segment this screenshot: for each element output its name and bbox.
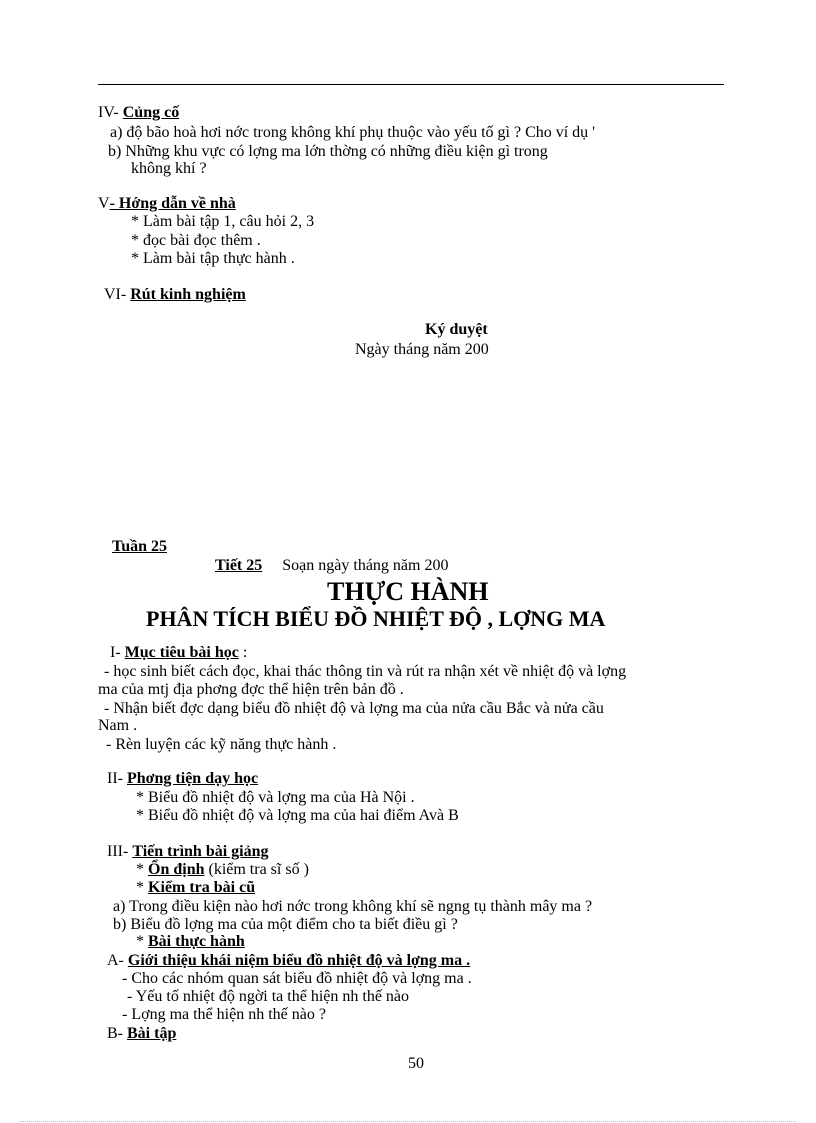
week-label: Tuần 25 xyxy=(112,538,167,555)
s3-title: Tiến trình bài giảng xyxy=(132,843,269,860)
lesson-label: Tiết 25 xyxy=(215,557,263,574)
s3-a-line-1: - Cho các nhóm quan sát biểu đồ nhiệt độ và lợng ma . xyxy=(122,970,472,987)
s1-line-1: - học sinh biết cách đọc, khai thác thông tin và rút ra nhận xét về nhiệt độ và lợng xyxy=(104,663,627,680)
s3-kiemtra-star: * xyxy=(136,879,148,896)
s3-ondinh-title: Ổn định xyxy=(148,861,205,878)
s1-title: Mục tiêu bài học xyxy=(124,644,239,661)
s1-colon: : xyxy=(238,644,248,661)
s3-question-b: b) Biểu đồ lợng ma của một điểm cho ta biết điều gì ? xyxy=(113,916,458,933)
sec5-item-3: * Làm bài tập thực hành . xyxy=(131,250,295,267)
main-heading: THỰC HÀNH xyxy=(327,577,489,606)
s3-prefix: III- xyxy=(107,843,133,860)
s3-heading xyxy=(107,843,269,861)
lesson-line xyxy=(215,557,448,575)
s2-prefix: II- xyxy=(107,770,127,787)
s3-a-line-3: - Lợng ma thể hiện nh thế nào ? xyxy=(122,1006,326,1023)
s3-ondinh-star: * xyxy=(136,861,148,878)
s3-kiemtra-title: Kiểm tra bài cũ xyxy=(148,879,256,896)
sec5-item-1: * Làm bài tập 1, câu hỏi 2, 3 xyxy=(131,213,315,230)
s3-b-title: Bài tập xyxy=(127,1025,177,1042)
s1-prefix: I- xyxy=(110,644,125,661)
sec4-line-b2: không khí ? xyxy=(131,160,207,177)
section-6-title: Rút kinh nghiệm xyxy=(130,286,246,303)
approval-date: Ngày tháng năm 200 xyxy=(355,341,489,358)
page-bottom-border xyxy=(20,1121,796,1122)
s3-a-title: Giới thiệu khái niệm biểu đồ nhiệt độ và lợng ma . xyxy=(127,952,471,969)
s3-a-heading xyxy=(107,952,470,970)
s3-ondinh-note: (kiểm tra sĩ số ) xyxy=(204,861,309,878)
s2-heading xyxy=(107,770,258,788)
s3-a-line-2: - Yếu tố nhiệt độ ngời ta thể hiện nh thế nào xyxy=(127,988,410,1005)
s3-question-a: a) Trong điều kiện nào hơi nớc trong không khí sẽ ngng tụ thành mây ma ? xyxy=(113,898,593,915)
s1-line-3: - Nhận biết đợc dạng biểu đồ nhiệt độ và lợng ma của nửa cầu Bắc và nửa cầu xyxy=(104,700,604,717)
approval-title: Ký duyệt xyxy=(425,321,488,338)
s1-line-5: - Rèn luyện các kỹ năng thực hành . xyxy=(106,736,337,753)
section-5-title: - Hớng dẫn về nhà xyxy=(109,195,236,212)
s2-item-2: * Biểu đồ nhiệt độ và lợng ma của hai điểm Avà B xyxy=(136,807,459,824)
s2-item-1: * Biểu đồ nhiệt độ và lợng ma của Hà Nội . xyxy=(136,789,415,806)
s3-kiemtra xyxy=(136,879,255,897)
s3-bai-title: Bài thực hành xyxy=(148,933,245,950)
section-5-heading xyxy=(98,195,236,213)
s1-line-2: ma của mtj địa phơng đợc thể hiện trên bản đồ . xyxy=(98,681,404,698)
s3-b-heading xyxy=(107,1025,176,1043)
section-5-prefix: V xyxy=(98,195,110,212)
section-6-prefix: VI- xyxy=(104,286,131,303)
page-number: 50 xyxy=(408,1055,424,1072)
s1-line-4: Nam . xyxy=(98,717,138,734)
s3-ondinh xyxy=(136,861,309,879)
header-rule xyxy=(98,84,724,85)
section-4-heading xyxy=(98,104,179,122)
s3-a-prefix: A- xyxy=(107,952,128,969)
s1-heading xyxy=(110,644,247,662)
lesson-date: Soạn ngày tháng năm 200 xyxy=(282,557,449,574)
section-4-title: Củng cố xyxy=(122,104,180,121)
sec4-line-b1: b) Những khu vực có lợng ma lớn thờng có những điều kiện gì trong xyxy=(108,143,548,160)
sec5-item-2: * đọc bài đọc thêm . xyxy=(131,232,261,249)
s3-bai-star: * xyxy=(136,933,148,950)
sub-heading: PHÂN TÍCH BIỂU ĐỒ NHIỆT ĐỘ , LỢNG MA xyxy=(146,606,606,631)
section-4-prefix: IV- xyxy=(98,104,123,121)
section-6-heading xyxy=(104,286,246,304)
s3-b-prefix: B- xyxy=(107,1025,127,1042)
s3-bai xyxy=(136,933,245,951)
sec4-line-a: a) độ bão hoà hơi nớc trong không khí phụ thuộc vào yếu tố gì ? Cho ví dụ ' xyxy=(110,124,596,141)
s2-title: Phơng tiện dạy học xyxy=(126,770,259,787)
